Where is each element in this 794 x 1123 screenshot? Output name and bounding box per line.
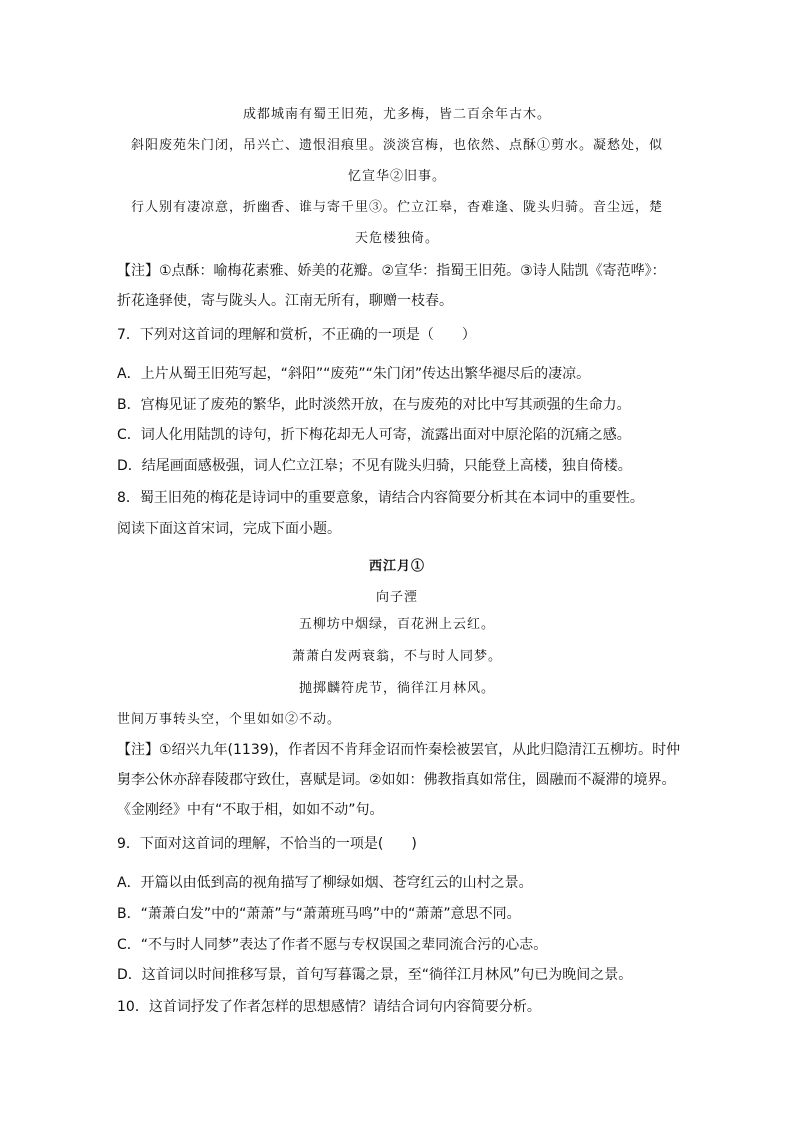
question-7-option-d: D．结尾画面感极强，词人伫立江皋；不见有陇头归骑，只能登上高楼，独自倚楼。 bbox=[117, 458, 632, 474]
poem2-line2: 萧萧白发两衰翁，不与时人同梦。 bbox=[291, 649, 502, 664]
poem1-line3: 行人别有凄凉意，折幽香、谁与寄千里③。伫立江皋，杳难逢、陇头归骑。音尘远，楚 bbox=[130, 200, 663, 215]
poem1-line1: 斜阳废苑朱门闭，吊兴亡、遗恨泪痕里。淡淡宫梅，也依然、点酥①剪水。凝愁处，似 bbox=[130, 138, 663, 153]
question-9-option-c: C．“不与时人同梦”表达了作者不愿与专权误国之辈同流合污的心志。 bbox=[117, 937, 548, 953]
question-9-option-b: B．“萧萧白发”中的“萧萧”与“萧萧班马鸣”中的“萧萧”意思不同。 bbox=[117, 906, 521, 922]
question-7-option-a: A．上片从蜀王旧苑写起，“斜阳”“废苑”“朱门闭”传达出繁华褪尽后的凄凉。 bbox=[117, 366, 591, 382]
question-9-stem: 9．下面对这首词的理解，不恰当的一项是( ) bbox=[117, 836, 417, 852]
reading-instruction: 阅读下面这首宋词，完成下面小题。 bbox=[117, 521, 341, 537]
question-9-option-d: D．这首词以时间推移写景，首句写暮霭之景，至“徜徉江月林风”句已为晚间之景。 bbox=[117, 967, 633, 983]
poem1-preface: 成都城南有蜀王旧苑，尤多梅，皆二百余年古木。 bbox=[242, 107, 551, 122]
question-8: 8．蜀王旧苑的梅花是诗词中的重要意象，请结合内容简要分析其在本词中的重要性。 bbox=[117, 490, 644, 506]
poem2-line1: 五柳坊中烟绿，百花洲上云红。 bbox=[298, 617, 495, 632]
note2-line2: 舅李公休亦辞春陵郡守致仕，喜赋是词。②如如：佛教指真如常住，圆融而不凝滞的境界。 bbox=[117, 772, 676, 788]
poem2-line3: 抛掷麟符虎节，徜徉江月林风。 bbox=[298, 681, 495, 696]
question-9-option-a: A．开篇以由低到高的视角描写了柳绿如烟、苍穹红云的山村之景。 bbox=[117, 875, 533, 891]
note1-line2: 折花逢驿使，寄与陇头人。江南无所有，聊赠一枝春。 bbox=[117, 293, 453, 309]
poem2-line4: 世间万事转头空，个里如如②不动。 bbox=[117, 712, 342, 727]
question-7-option-c: C．词人化用陆凯的诗句，折下梅花却无人可寄，流露出面对中原沦陷的沉痛之感。 bbox=[117, 427, 631, 443]
poem2-author: 向子湮 bbox=[375, 590, 418, 605]
question-10: 10．这首词抒发了作者怎样的思想感情？请结合词句内容简要分析。 bbox=[117, 999, 541, 1015]
note2-line1: 【注】①绍兴九年(1139)，作者因不肯拜金诏而忤秦桧被罢官，从此归隐清江五柳坊。时仲 bbox=[117, 742, 681, 758]
poem2-title: 西江月① bbox=[368, 559, 425, 574]
question-7-stem: 7．下列对这首词的理解和赏析，不正确的一项是（ ） bbox=[117, 327, 476, 343]
note2-line3: 《金刚经》中有“不取于相，如如不动”句。 bbox=[117, 802, 384, 818]
note1-line1: 【注】①点酥：喻梅花素雅、娇美的花瓣。②宣华：指蜀王旧苑。③诗人陆凯《寄范哗》： bbox=[117, 263, 666, 279]
poem1-line4: 天危楼独倚。 bbox=[354, 231, 439, 246]
question-7-option-b: B．宫梅见证了废苑的繁华，此时淡然开放，在与废苑的对比中写其顽强的生命力。 bbox=[117, 397, 631, 413]
poem1-line2: 忆宣华②旧事。 bbox=[347, 169, 446, 184]
